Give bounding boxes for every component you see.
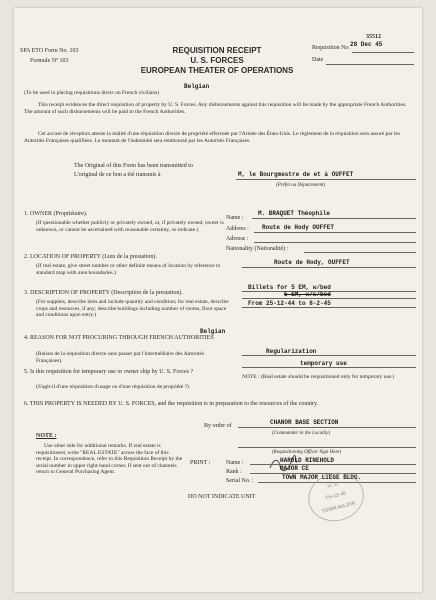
name-line <box>252 218 416 219</box>
paragraph-english: This receipt evidences the direct requisition of property by U. S. Forces. Any disbursements against this requisition will be made by the appropriate French Authorities. The amount of such disbursements will be paid to the French Authorities. <box>24 102 407 115</box>
by-order-value: CHANOR BASE SECTION <box>270 419 339 426</box>
serial-label: Serial No. : <box>226 478 254 484</box>
country-typed: Belgian <box>184 83 210 90</box>
date-label: Date <box>312 57 324 63</box>
date-value: 28 Dec 45 <box>350 41 383 48</box>
description-line-1: Billets for 5 EM, w/bed <box>248 284 331 291</box>
reason-line <box>242 355 416 356</box>
requisition-receipt-form <box>14 8 422 592</box>
use-note: (To be used in placing requisitions direct on French civilians) <box>24 90 160 96</box>
do-not-indicate-unit: DO NOT INDICATE UNIT <box>188 494 256 500</box>
stamp-date-text: TH-12-45 <box>324 490 347 502</box>
by-order-line <box>238 427 416 428</box>
requisition-no-label: Requisition No. <box>312 45 351 51</box>
transmitted-label-fr: L'original de ce bon a été transmis à <box>74 172 161 178</box>
location-value: Route de Hody, OUFFET <box>274 259 350 266</box>
item2-title: 2. LOCATION OF PROPERTY (Lieu de la prestation). <box>24 254 157 260</box>
by-order-label: By order of <box>204 423 232 429</box>
rank-label: Rank : <box>226 469 242 475</box>
transmitted-line <box>236 179 416 180</box>
stamp-top-text: U. S. <box>326 481 340 490</box>
nationality-label: Nationality (Nationalité) : <box>226 246 289 252</box>
description-line-2: 5 EM, w/s/bed <box>284 291 331 298</box>
use-value: temporary use <box>300 360 347 367</box>
item5-description: (S'agit-il d'une réquisition d'usage ou d'une réquisition de propriété ?) <box>36 384 189 390</box>
title-us-forces: U. S. FORCES <box>190 56 244 65</box>
officer-name-value: HAROLD RINEHOLD <box>280 457 335 464</box>
note-title: NOTE : <box>36 433 57 439</box>
paragraph-french: Cet accusé de réception atteste la réalité d'une réquisition directe de propriété effectuée par l'Armée des États-Unis. Le règlement de la réquisition sera assuré par les Autorités Françaises qualifiées. Le montant de l'indemnité sera remboursé par les Autorités Françaises. <box>24 131 400 144</box>
item2-description: (If real estate, give street number or other definite means of location by reference to standard map with area boundaries.) <box>36 263 221 276</box>
serial-value: TOWN MAJOR LIEGE BLDG. <box>282 474 362 481</box>
print-label: PRINT : <box>190 460 211 466</box>
title-requisition-receipt: REQUISITION RECEIPT <box>172 46 262 55</box>
officer-name-label: Name : <box>226 460 244 466</box>
item1-title: 1. OWNER (Propriétaire). <box>24 211 88 217</box>
reason-value: Regularization <box>266 348 317 355</box>
formule-number: Formule Nº 103 <box>30 58 69 64</box>
description-line-3: From 25-12-44 to 8-2-45 <box>248 300 331 307</box>
officer-signature-line <box>238 447 416 448</box>
officer-name-line <box>250 464 416 465</box>
transmitted-label-en: The Original of this Form has been transmitted to <box>74 163 193 169</box>
form-number: SPA ETO Form No. 103 <box>20 48 79 54</box>
address2-line <box>254 242 416 243</box>
date-line <box>326 64 414 65</box>
address-line <box>254 232 416 233</box>
title-eto: EUROPEAN THEATER OF OPERATIONS <box>140 66 294 75</box>
owner-name-value: M. BRAQUET Théophile <box>258 210 331 217</box>
owner-address-value: Route de Hody OUFFET <box>262 224 335 231</box>
commander-note: (Commander in the Locality) <box>272 431 331 436</box>
location-line <box>242 267 416 268</box>
stamp-bottom-text: TOWN MAJOR <box>321 500 357 515</box>
note-text: Use other side for additional remarks. If real estate is requisitioned, write "REAL ESTATE" across the face of this receipt. In correspondence, refer to this Requisition Receipt by the serial number in upper right-hand corner. If sent out of channels return to General Purchasing Agent. <box>36 443 183 475</box>
transmitted-to-value: M, le Bourgmestre de et à OUFFET <box>238 171 354 178</box>
item3-description: (For supplies, describe item and include quantity and condition; for real estate, describe crops and resources, if any; describe buildings including number of rooms, floor space and conditions upon entry.) <box>36 299 229 318</box>
document-serial-number: 35512 <box>366 34 381 40</box>
desc-line-rule-3 <box>242 307 416 308</box>
department-note: (Préfet ou Département) <box>276 183 326 188</box>
item4-description: (Raison de la réquisition directe sans passer par l'intermédiaire des Autorités Françaises). <box>36 351 205 364</box>
item5-title: 5. Is this requisition for temporary use or owner ship by U. S. Forces ? <box>24 369 194 375</box>
rank-value: MAJOR CE <box>280 465 309 472</box>
name-label: Name : <box>226 215 244 221</box>
item4-title: 4. REASON FOR NOT PROCURING THROUGH FRENCH AUTHORITIES <box>24 335 214 341</box>
use-line <box>242 367 416 368</box>
officer-note: (Requisitioning Officer Sign Here) <box>272 450 342 455</box>
requisition-no-line <box>352 52 414 53</box>
note-real-estate: NOTE : (Real estate should be requisitioned only for temporary use.) <box>242 374 395 380</box>
desc-line-rule-2 <box>242 298 416 299</box>
description-country-typed: Belgian <box>200 328 226 335</box>
item3-title: 3. DESCRIPTION OF PROPERTY (Description de la prestation). <box>24 290 183 296</box>
address2-label: Adresse : <box>226 236 249 242</box>
nationality-line <box>304 252 416 253</box>
item6-text: 6. THIS PROPERTY IS NEEDED BY U. S. FORCES, and the requisition is in preparation to the resources of the country. <box>24 401 319 407</box>
address-label: Address : <box>226 226 249 232</box>
item1-description: (If questionable whether publicly or privately owned, or, if privately owned, owner is unknown, or cannot be ascertained with reasonable certainty, so indicate.) <box>36 220 224 233</box>
